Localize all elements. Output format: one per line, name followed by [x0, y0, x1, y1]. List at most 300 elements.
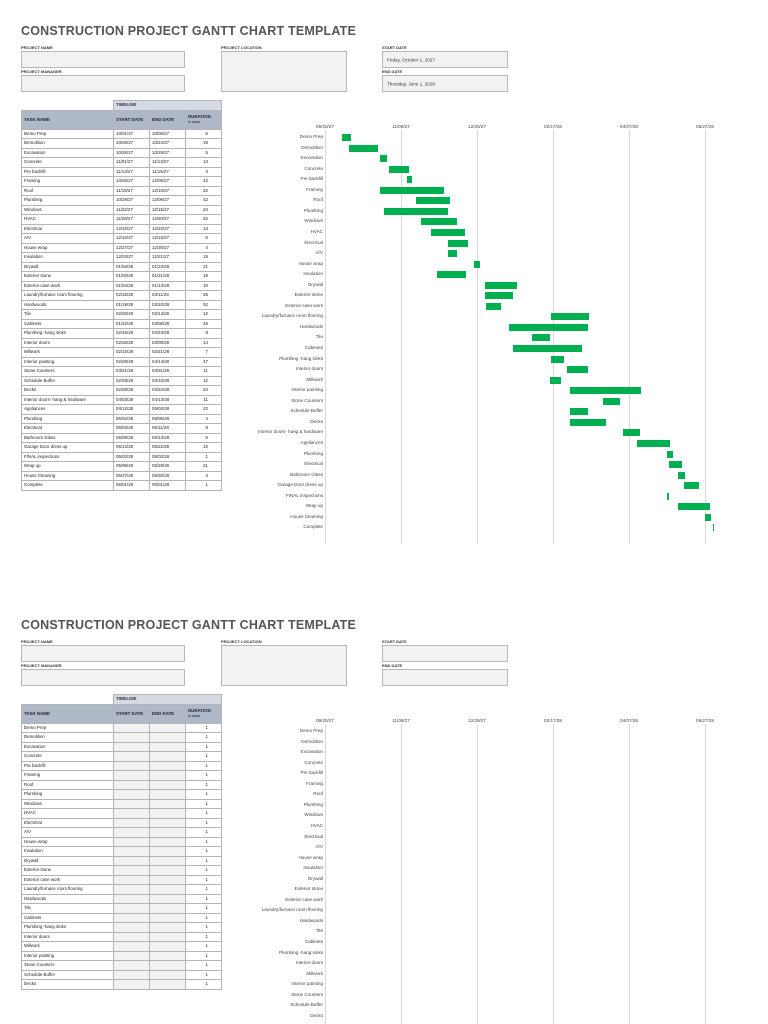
task-name-cell[interactable]: Stone Counters: [22, 961, 114, 971]
task-name-cell[interactable]: Millwork: [22, 942, 114, 952]
duration-cell[interactable]: 1: [186, 942, 222, 952]
start-date-cell[interactable]: [114, 742, 150, 752]
start-date-cell[interactable]: [114, 771, 150, 781]
project-manager-field[interactable]: [21, 669, 185, 686]
end-date-cell[interactable]: 03/11/28: [150, 291, 186, 301]
end-date-cell[interactable]: [150, 723, 186, 733]
duration-cell[interactable]: 12: [186, 310, 222, 320]
duration-cell[interactable]: 3: [186, 167, 222, 177]
duration-cell[interactable]: 1: [186, 780, 222, 790]
task-name-cell[interactable]: Demolition: [22, 139, 114, 149]
end-date-cell[interactable]: 02/23/28: [150, 329, 186, 339]
start-date-cell[interactable]: 04/12/28: [114, 405, 150, 415]
end-date-cell[interactable]: [150, 951, 186, 961]
start-date-cell[interactable]: 02/28/28: [114, 376, 150, 386]
end-date-cell[interactable]: [150, 961, 186, 971]
start-date-cell[interactable]: 10/26/27: [114, 177, 150, 187]
end-date-cell[interactable]: [150, 970, 186, 980]
duration-cell[interactable]: 10: [186, 281, 222, 291]
duration-cell[interactable]: 1: [186, 856, 222, 866]
duration-cell[interactable]: 7: [186, 348, 222, 358]
end-date-cell[interactable]: 01/21/28: [150, 272, 186, 282]
task-name-cell[interactable]: Demo Prep: [22, 723, 114, 733]
duration-cell[interactable]: 12: [186, 376, 222, 386]
end-date-cell[interactable]: [150, 885, 186, 895]
start-date-cell[interactable]: [114, 752, 150, 762]
start-date-cell[interactable]: 11/29/27: [114, 215, 150, 225]
start-date-cell[interactable]: [114, 856, 150, 866]
end-date-cell[interactable]: 12/15/27: [150, 234, 186, 244]
task-name-cell[interactable]: Excavation: [22, 742, 114, 752]
duration-cell[interactable]: 25: [186, 291, 222, 301]
task-name-cell[interactable]: Electrical: [22, 818, 114, 828]
start-date-cell[interactable]: 11/13/27: [114, 167, 150, 177]
end-date-cell[interactable]: [150, 771, 186, 781]
task-name-cell[interactable]: Demo Prep: [22, 129, 114, 139]
task-name-cell[interactable]: Concrete: [22, 752, 114, 762]
start-date-cell[interactable]: [114, 866, 150, 876]
start-date-cell[interactable]: [114, 970, 150, 980]
start-date-cell[interactable]: 05/03/28: [114, 424, 150, 434]
end-date-cell[interactable]: 06/01/28: [150, 481, 186, 491]
duration-cell[interactable]: 42: [186, 196, 222, 206]
start-date-cell[interactable]: [114, 904, 150, 914]
task-name-cell[interactable]: Concrete: [22, 158, 114, 168]
duration-cell[interactable]: 21: [186, 262, 222, 272]
task-name-cell[interactable]: Bathroom Glass: [22, 433, 114, 443]
gridline: [629, 724, 630, 1024]
end-date-cell[interactable]: [150, 913, 186, 923]
start-date-cell[interactable]: 05/09/28: [114, 462, 150, 472]
start-date-cell[interactable]: 01/03/28: [114, 262, 150, 272]
duration-cell[interactable]: 1: [186, 828, 222, 838]
task-name-cell[interactable]: Exterior stone: [22, 272, 114, 282]
end-date-cell[interactable]: [150, 894, 186, 904]
duration-cell[interactable]: 5: [186, 433, 222, 443]
start-date-cell[interactable]: 12/10/27: [114, 234, 150, 244]
end-date-cell[interactable]: 12/21/27: [150, 253, 186, 263]
start-date-cell[interactable]: 02/28/28: [114, 386, 150, 396]
duration-cell[interactable]: 1: [186, 752, 222, 762]
axis-tick-label: 04/07/28: [620, 718, 638, 723]
duration-cell[interactable]: 1: [186, 961, 222, 971]
start-date-cell[interactable]: [114, 790, 150, 800]
table-row: [22, 723, 222, 733]
project-location-field[interactable]: [221, 51, 347, 92]
task-name-cell[interactable]: Pre backfill: [22, 761, 114, 771]
start-date-cell[interactable]: 11/01/27: [114, 158, 150, 168]
end-date-cell[interactable]: [150, 856, 186, 866]
end-date-cell[interactable]: 12/15/27: [150, 205, 186, 215]
duration-cell[interactable]: 4: [186, 414, 222, 424]
gantt-task-label: Tile: [315, 928, 323, 934]
start-date-cell[interactable]: 02/16/28: [114, 291, 150, 301]
start-date-cell[interactable]: 12/27/27: [114, 243, 150, 253]
task-name-cell[interactable]: Wrap up: [22, 462, 114, 472]
start-date-cell[interactable]: 01/04/28: [114, 281, 150, 291]
end-date-cell[interactable]: 12/09/27: [150, 196, 186, 206]
end-date-field[interactable]: [382, 669, 508, 686]
start-date-cell[interactable]: [114, 875, 150, 885]
start-date-field[interactable]: [382, 645, 508, 662]
task-name-cell[interactable]: Interior doors: [22, 932, 114, 942]
task-name-cell[interactable]: Stone Counters: [22, 367, 114, 377]
end-date-cell[interactable]: 12/06/27: [150, 177, 186, 187]
gantt-task-label: A/V: [315, 844, 323, 850]
duration-cell[interactable]: 1: [186, 894, 222, 904]
start-date-cell[interactable]: 04/03/28: [114, 395, 150, 405]
duration-cell[interactable]: 1: [186, 771, 222, 781]
table-row: [22, 961, 222, 971]
gantt-task-label: Appliances: [300, 439, 323, 445]
start-date-cell[interactable]: [114, 951, 150, 961]
task-name-cell[interactable]: House wrap: [22, 837, 114, 847]
duration-cell[interactable]: 6: [186, 234, 222, 244]
gantt-task-label: Insulation: [303, 865, 323, 871]
duration-cell[interactable]: 22: [186, 405, 222, 415]
end-date-cell[interactable]: [150, 866, 186, 876]
end-date-cell[interactable]: [150, 904, 186, 914]
end-date-cell[interactable]: 03/31/28: [150, 367, 186, 377]
end-date-cell[interactable]: [150, 828, 186, 838]
start-date-field[interactable]: [382, 51, 508, 68]
start-date-cell[interactable]: [114, 809, 150, 819]
project-location-field[interactable]: [221, 645, 347, 686]
duration-cell[interactable]: 1: [186, 761, 222, 771]
end-date-cell[interactable]: 05/30/28: [150, 471, 186, 481]
end-date-cell[interactable]: 03/22/28: [150, 386, 186, 396]
duration-cell[interactable]: 1: [186, 885, 222, 895]
duration-cell[interactable]: 1: [186, 723, 222, 733]
task-name-cell[interactable]: Laundry/furnace room flooring: [22, 885, 114, 895]
task-name-cell[interactable]: Interior painting: [22, 357, 114, 367]
end-date-cell[interactable]: [150, 780, 186, 790]
task-name-cell[interactable]: Plumbing: [22, 196, 114, 206]
duration-cell[interactable]: 47: [186, 357, 222, 367]
end-date-cell[interactable]: 10/06/27: [150, 129, 186, 139]
start-date-cell[interactable]: 02/16/28: [114, 329, 150, 339]
end-date-cell[interactable]: [150, 799, 186, 809]
end-date-cell[interactable]: 04/13/28: [150, 395, 186, 405]
task-name-cell[interactable]: Laundry/furnace room flooring: [22, 291, 114, 301]
start-date-cell[interactable]: 10/06/27: [114, 139, 150, 149]
duration-cell[interactable]: 13: [186, 158, 222, 168]
end-date-cell[interactable]: 03/10/28: [150, 300, 186, 310]
end-date-field[interactable]: [382, 75, 508, 92]
task-name-cell[interactable]: Framing: [22, 177, 114, 187]
task-name-cell[interactable]: Pre backfill: [22, 167, 114, 177]
start-date-cell[interactable]: 10/29/27: [114, 196, 150, 206]
project-name-label: PROJECT NAME: [21, 45, 53, 50]
duration-cell[interactable]: 1: [186, 970, 222, 980]
start-date-cell[interactable]: 12/03/27: [114, 253, 150, 263]
task-name-cell[interactable]: Roof: [22, 186, 114, 196]
duration-cell[interactable]: 1: [186, 481, 222, 491]
end-date-cell[interactable]: [150, 923, 186, 933]
task-name-cell[interactable]: Plumbing: [22, 790, 114, 800]
duration-cell[interactable]: 1: [186, 866, 222, 876]
start-date-cell[interactable]: [114, 980, 150, 990]
duration-cell[interactable]: 52: [186, 300, 222, 310]
duration-cell[interactable]: 1: [186, 742, 222, 752]
task-name-cell[interactable]: Schedule Buffer: [22, 376, 114, 386]
start-date-cell[interactable]: [114, 799, 150, 809]
duration-cell[interactable]: 1: [186, 847, 222, 857]
end-date-cell[interactable]: [150, 733, 186, 743]
start-date-cell[interactable]: 05/27/28: [114, 471, 150, 481]
end-date-cell[interactable]: [150, 847, 186, 857]
duration-cell[interactable]: 1: [186, 923, 222, 933]
start-date-cell[interactable]: 02/03/28: [114, 310, 150, 320]
end-date-cell[interactable]: [150, 942, 186, 952]
table-row: [22, 291, 222, 301]
duration-cell[interactable]: 19: [186, 253, 222, 263]
duration-cell[interactable]: 1: [186, 818, 222, 828]
start-date-cell[interactable]: [114, 723, 150, 733]
task-name-cell[interactable]: A/V: [22, 234, 114, 244]
end-date-cell[interactable]: 11/13/27: [150, 158, 186, 168]
project-name-field[interactable]: [21, 645, 185, 662]
end-date-cell[interactable]: 05/05/28: [150, 414, 186, 424]
task-name-cell[interactable]: Exterior stone: [22, 866, 114, 876]
duration-cell[interactable]: 1: [186, 951, 222, 961]
duration-cell[interactable]: 19: [186, 272, 222, 282]
end-date-cell[interactable]: [150, 932, 186, 942]
duration-cell[interactable]: 13: [186, 224, 222, 234]
end-date-cell[interactable]: 01/23/28: [150, 262, 186, 272]
start-date-cell[interactable]: 03/21/28: [114, 367, 150, 377]
task-name-cell[interactable]: Schedule Buffer: [22, 970, 114, 980]
duration-cell[interactable]: 9: [186, 424, 222, 434]
task-name-cell[interactable]: Windows: [22, 205, 114, 215]
start-date-cell[interactable]: [114, 761, 150, 771]
duration-cell[interactable]: 1: [186, 733, 222, 743]
task-name-cell[interactable]: Cabinets: [22, 319, 114, 329]
end-date-cell[interactable]: [150, 790, 186, 800]
duration-cell[interactable]: 11: [186, 367, 222, 377]
project-name-label: PROJECT NAME: [21, 639, 53, 644]
task-name-cell[interactable]: HVAC: [22, 215, 114, 225]
start-date-cell[interactable]: [114, 961, 150, 971]
start-date-cell[interactable]: [114, 780, 150, 790]
gridline: [325, 724, 326, 1024]
end-date-cell[interactable]: 05/22/28: [150, 443, 186, 453]
gantt-task-label: Windows: [304, 812, 323, 818]
gantt-task-label: Concrete: [304, 759, 323, 765]
start-date-cell[interactable]: 01/03/28: [114, 272, 150, 282]
start-date-cell[interactable]: 12/10/27: [114, 224, 150, 234]
task-name-cell[interactable]: HVAC: [22, 809, 114, 819]
task-name-cell[interactable]: FINAL inspections: [22, 452, 114, 462]
end-date-cell[interactable]: [150, 837, 186, 847]
duration-cell[interactable]: 19: [186, 139, 222, 149]
end-date-cell[interactable]: [150, 875, 186, 885]
end-date-cell[interactable]: 02/21/28: [150, 348, 186, 358]
task-name-cell[interactable]: Insulation: [22, 847, 114, 857]
duration-cell[interactable]: 21: [186, 462, 222, 472]
start-date-cell[interactable]: 10/01/27: [114, 129, 150, 139]
end-date-cell[interactable]: 03/10/28: [150, 376, 186, 386]
end-date-cell[interactable]: [150, 818, 186, 828]
table-row: [22, 234, 222, 244]
duration-cell[interactable]: 22: [186, 186, 222, 196]
task-name-cell[interactable]: House Cleaning: [22, 471, 114, 481]
end-date-cell[interactable]: 12/10/27: [150, 186, 186, 196]
duration-cell[interactable]: 1: [186, 980, 222, 990]
task-name-cell[interactable]: Roof: [22, 780, 114, 790]
end-date-cell[interactable]: [150, 809, 186, 819]
end-date-cell[interactable]: 05/11/28: [150, 424, 186, 434]
task-name-cell[interactable]: Plumbing -hang sinks: [22, 923, 114, 933]
end-date-cell[interactable]: 05/13/28: [150, 433, 186, 443]
gantt-task-label: Framing: [306, 780, 323, 786]
task-name-cell[interactable]: Exterior case work: [22, 875, 114, 885]
end-date-cell[interactable]: 12/22/27: [150, 224, 186, 234]
start-date-cell[interactable]: 01/22/28: [114, 319, 150, 329]
gantt-task-label: Laundry/furnace room flooring: [261, 313, 323, 319]
end-date-cell[interactable]: 05/29/28: [150, 462, 186, 472]
duration-cell[interactable]: 10: [186, 443, 222, 453]
end-date-cell[interactable]: 10/24/27: [150, 139, 186, 149]
duration-cell[interactable]: 4: [186, 243, 222, 253]
task-name-cell[interactable]: Drywall: [22, 856, 114, 866]
gantt-bar: [623, 429, 640, 436]
duration-cell[interactable]: 5: [186, 148, 222, 158]
duration-cell[interactable]: 6: [186, 129, 222, 139]
duration-cell[interactable]: 11: [186, 395, 222, 405]
end-date-cell[interactable]: 02/14/28: [150, 310, 186, 320]
duration-cell[interactable]: 1: [186, 837, 222, 847]
end-date-cell[interactable]: [150, 752, 186, 762]
duration-cell[interactable]: 1: [186, 799, 222, 809]
task-name-cell[interactable]: Drywall: [22, 262, 114, 272]
start-date-cell[interactable]: 05/02/28: [114, 414, 150, 424]
duration-cell[interactable]: 1: [186, 790, 222, 800]
task-name-cell[interactable]: Hardwoods: [22, 300, 114, 310]
start-date-cell[interactable]: 02/15/28: [114, 348, 150, 358]
start-date-cell[interactable]: 02/28/28: [114, 357, 150, 367]
end-date-cell[interactable]: 04/14/28: [150, 357, 186, 367]
start-date-cell[interactable]: [114, 828, 150, 838]
duration-cell[interactable]: 1: [186, 452, 222, 462]
end-date-cell[interactable]: [150, 980, 186, 990]
task-name-cell[interactable]: Decks: [22, 386, 114, 396]
task-name-cell[interactable]: Plumbing -hang sinks: [22, 329, 114, 339]
duration-cell[interactable]: 4: [186, 471, 222, 481]
table-row: [22, 856, 222, 866]
duration-cell[interactable]: 24: [186, 205, 222, 215]
task-name-cell[interactable]: Hardwoods: [22, 894, 114, 904]
start-date-cell[interactable]: [114, 913, 150, 923]
task-name-cell[interactable]: Framing: [22, 771, 114, 781]
start-date-cell[interactable]: [114, 923, 150, 933]
task-name-cell[interactable]: Electrical: [22, 224, 114, 234]
start-date-cell[interactable]: 02/26/28: [114, 338, 150, 348]
start-date-cell[interactable]: [114, 847, 150, 857]
task-name-cell[interactable]: Interior doors: [22, 338, 114, 348]
start-date-cell[interactable]: [114, 733, 150, 743]
task-name-cell[interactable]: Complete: [22, 481, 114, 491]
end-date-cell[interactable]: 03/09/28: [150, 338, 186, 348]
duration-cell[interactable]: 1: [186, 932, 222, 942]
task-name-cell[interactable]: Cabinets: [22, 913, 114, 923]
start-date-cell[interactable]: 05/02/28: [114, 452, 150, 462]
gantt-task-label: A/V: [315, 250, 323, 256]
start-date-cell[interactable]: 06/01/28: [114, 481, 150, 491]
end-date-cell[interactable]: 12/20/27: [150, 215, 186, 225]
task-name-cell[interactable]: Insulation: [22, 253, 114, 263]
duration-cell[interactable]: 45: [186, 319, 222, 329]
task-name-cell[interactable]: Appliances: [22, 405, 114, 415]
start-date-cell[interactable]: [114, 885, 150, 895]
start-date-cell[interactable]: 05/13/28: [114, 443, 150, 453]
task-name-cell[interactable]: Electrical: [22, 424, 114, 434]
task-name-cell[interactable]: A/V: [22, 828, 114, 838]
task-name-cell[interactable]: Demolition: [22, 733, 114, 743]
end-date-cell[interactable]: [150, 761, 186, 771]
project-manager-field[interactable]: [21, 75, 185, 92]
end-date-cell[interactable]: [150, 742, 186, 752]
end-date-cell[interactable]: 05/03/28: [150, 405, 186, 415]
duration-cell[interactable]: 24: [186, 386, 222, 396]
start-date-cell[interactable]: [114, 932, 150, 942]
task-name-cell[interactable]: Plumbing: [22, 414, 114, 424]
project-name-field[interactable]: [21, 51, 185, 68]
end-date-header: END DATE: [150, 704, 186, 723]
start-date-cell[interactable]: 10/26/27: [114, 148, 150, 158]
duration-cell[interactable]: 1: [186, 904, 222, 914]
end-date-cell[interactable]: 03/06/28: [150, 319, 186, 329]
gantt-task-label: Exterior stone: [294, 886, 323, 892]
start-date-cell[interactable]: [114, 837, 150, 847]
duration-cell[interactable]: 1: [186, 809, 222, 819]
duration-cell[interactable]: 1: [186, 875, 222, 885]
end-date-cell[interactable]: 10/29/27: [150, 148, 186, 158]
start-date-cell[interactable]: [114, 894, 150, 904]
start-date-cell[interactable]: 11/19/27: [114, 186, 150, 196]
gantt-chart: [225, 124, 768, 544]
duration-cell[interactable]: 14: [186, 338, 222, 348]
start-date-cell[interactable]: 01/19/28: [114, 300, 150, 310]
start-date-cell[interactable]: [114, 818, 150, 828]
task-name-cell[interactable]: Millwork: [22, 348, 114, 358]
task-name-cell[interactable]: Tile: [22, 310, 114, 320]
start-date-cell[interactable]: 11/22/27: [114, 205, 150, 215]
task-name-cell[interactable]: House wrap: [22, 243, 114, 253]
task-name-cell[interactable]: Garage Door dress up: [22, 443, 114, 453]
end-date-cell[interactable]: 01/13/28: [150, 281, 186, 291]
task-name-cell[interactable]: Tile: [22, 904, 114, 914]
duration-cell[interactable]: 8: [186, 329, 222, 339]
duration-cell[interactable]: 42: [186, 177, 222, 187]
table-row: [22, 186, 222, 196]
gantt-chart: [225, 718, 768, 1024]
end-date-cell[interactable]: 05/02/28: [150, 452, 186, 462]
task-name-cell[interactable]: Decks: [22, 980, 114, 990]
start-date-cell[interactable]: [114, 942, 150, 952]
duration-cell[interactable]: 22: [186, 215, 222, 225]
start-date-cell[interactable]: 05/09/28: [114, 433, 150, 443]
task-name-cell[interactable]: Exterior case work: [22, 281, 114, 291]
gantt-task-label: Roof: [313, 791, 323, 797]
task-name-cell[interactable]: Windows: [22, 799, 114, 809]
task-name-cell[interactable]: Excavation: [22, 148, 114, 158]
duration-cell[interactable]: 1: [186, 913, 222, 923]
end-date-cell[interactable]: 12/30/27: [150, 243, 186, 253]
end-date-cell[interactable]: 11/15/27: [150, 167, 186, 177]
task-name-cell[interactable]: Interior painting: [22, 951, 114, 961]
task-name-cell[interactable]: Interior doors- hang & hardware: [22, 395, 114, 405]
